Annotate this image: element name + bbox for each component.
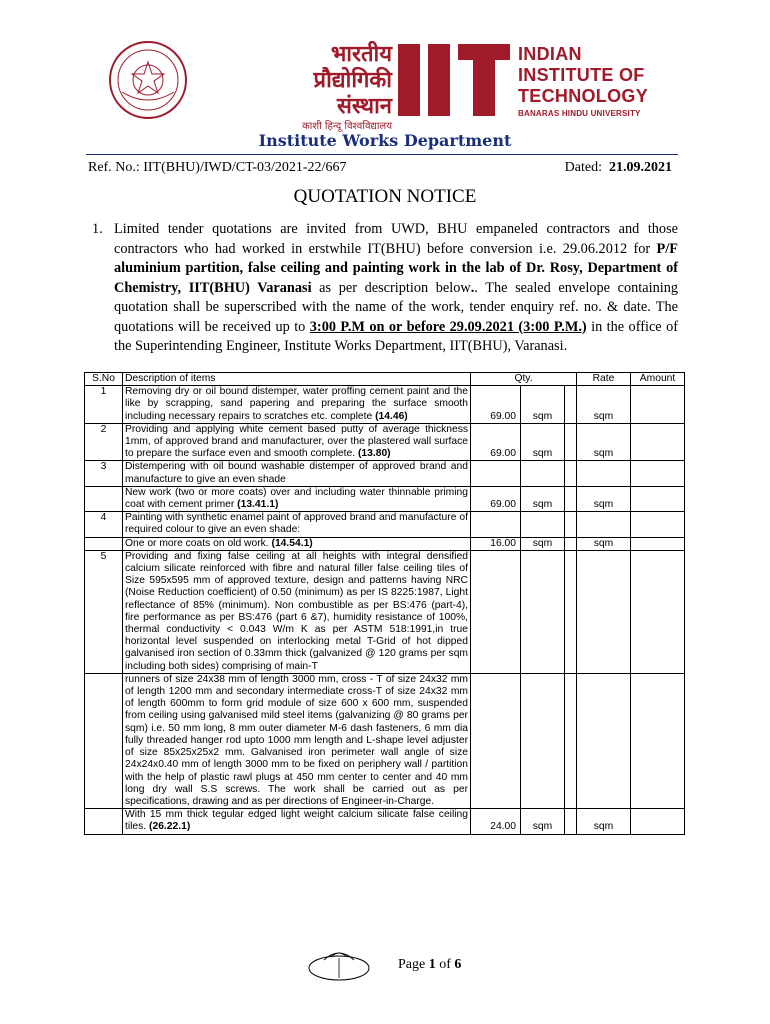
hindi-line-4: काशी हिन्दू विश्वविद्यालय [302,121,392,132]
row-sno: 5 [85,550,123,673]
table-row [85,386,685,424]
row-rate: sqm [577,809,631,834]
dated-value: 21.09.2021 [609,160,672,175]
row-description [123,537,471,550]
table-row [85,550,685,673]
row-spacer [565,550,577,673]
table-row [85,512,685,537]
row-desc-text: With 15 mm thick tegular edged light weight calcium silicate false ceiling tiles. [125,809,468,833]
date-line [565,160,672,176]
row-amount [631,423,685,461]
row-spacer [565,486,577,511]
page-current: 1 [428,957,436,972]
row-desc-text: Distempering with oil bound washable distemper of approved brand and manufacture to give an even shade [125,461,468,485]
row-qty: 69.00 [471,386,521,424]
para-text-4: in the office of the Superintending Engineer, Institute Works Department, IIT(BHU), Varanasi. [114,318,678,354]
row-qty [471,673,521,808]
col-qty: Qty. [471,373,577,386]
hindi-line-1: भारतीय [330,42,392,67]
row-spacer [565,537,577,550]
eng-line-3: TECHNOLOGY [518,86,649,106]
items-table [84,372,685,835]
row-rate: sqm [577,423,631,461]
row-amount [631,512,685,537]
row-desc-text: runners of size 24x38 mm of length 3000 mm, cross - T of size 24x32 mm of length 1200 mm and secondary intermediate cross-T of size 24x32 mm of length 600mm to form grid module of size 600 x 600 mm, suspended from ceiling using galvanised mild steel items (galvanizing @ 80 grams per sqm) i.e. 50 mm long, 8 mm outer diameter M-6 dash fasteners, 6 mm dia fully threaded hanger rod upto 1000 mm length and L-shape level adjuster of size 85x25x25x2 mm. Galvanised iron perimeter wall angle of size 24x24x0.40 mm of length 3000 mm to be fixed on periphery wall / partition with the help of plastic rawl plugs at 450 mm center to center and 40 mm long dry wall S.S screws. The work shall be carried out as per specifications, drawing and as per directions of Engineer-in-Charge. [125,673,468,807]
col-rate: Rate [577,373,631,386]
row-unit [521,512,565,537]
row-sno: 3 [85,461,123,486]
row-desc-text: Painting with synthetic enamel paint of approved brand and manufacture of required colour to give an even shade: [125,512,468,536]
row-sno [85,809,123,834]
row-description [123,461,471,486]
page-mid: of [435,957,455,972]
row-code: (14.46) [375,410,408,422]
notice-paragraph: 1. Limited tender quotations are invited from UWD, BHU empaneled contractors and those contractors who had worked in erstwhile IT(BHU) before conversion i.e. 29.06.2012 for P/F aluminium partition, false ceiling and painting work in the lab of Dr. Rosy, Department of Chemistry, IIT(BHU) Varanasi as per description below.. The sealed envelope containing quotation shall be superscribed with the name of the work, tender enquiry ref. no. & date. The quotations will be received up to 3:00 P.M on or before 29.09.2021 (3:00 P.M.) in the office of the Superintending Engineer, Institute Works Department, IIT(BHU), Varanasi. [92,221,678,354]
row-desc-text: New work (two or more coats) over and including water thinnable priming coat with cement primer [125,486,468,511]
eng-line-2: INSTITUTE OF [518,65,645,85]
para-text-3: . The sealed envelope containing quotation shall be superscribed with the name of the work, tender enquiry ref. no. & date. The quotations will be received up to [114,279,678,335]
row-amount [631,809,685,834]
page-total: 6 [454,957,462,972]
row-rate: sqm [577,386,631,424]
para-bold-deadline: 3:00 P.M on or before 29.09.2021 (3:00 P.M.) [309,318,587,335]
row-spacer [565,386,577,424]
row-amount [631,486,685,511]
row-amount [631,537,685,550]
header-divider [86,154,678,155]
department-title: Institute Works Department [258,131,512,150]
paragraph-number: 1. [92,221,103,237]
row-unit [521,673,565,808]
page-number [398,957,461,973]
table-row [85,486,685,511]
row-qty [471,550,521,673]
row-unit [521,461,565,486]
row-amount [631,673,685,808]
hindi-name [282,42,392,134]
col-sno: S.No [85,373,123,386]
row-amount [631,386,685,424]
row-spacer [565,423,577,461]
row-qty [471,461,521,486]
row-rate [577,550,631,673]
row-code: (26.22.1) [149,821,191,833]
para-bold-work: P/F aluminium partition, false ceiling and painting work in the lab of Dr. Rosy, Department of Chemistry, IIT(BHU) Varanasi [114,240,678,296]
row-description [123,423,471,461]
row-unit: sqm [521,809,565,834]
row-description [123,512,471,537]
row-qty [471,512,521,537]
g20-style-emblem-icon [304,946,374,984]
institute-seal-icon [108,40,188,120]
eng-line-1: INDIAN [518,44,582,64]
row-desc-text: Providing and fixing false ceiling at all heights with integral densified calcium silicate reinforced with fibre and natural filler false ceiling tiles of Size 595x595 mm of approved texture, design and patterns having NRC (Noise Reduction coefficient) of 0.50 (minimum) as per IS 8225:1987, Light reflectance of 85% (minimum). Non combustible as per BS:476 (part-4), fire performance as per BS:476 (part 6 &7), humidity resistance of 100%, thermal conductivity < 0.043 W/m K as per ASTM 518:1991,in true horizontal level suspended on interlocking metal T-Grid of hot dipped galvanised iron section of 0.33mm thick (galvanized @ 120 grams per sqm including both sides) comprising of main-T [125,550,468,672]
para-text-2: as per description below [311,279,471,296]
row-rate: sqm [577,486,631,511]
row-rate [577,673,631,808]
row-sno: 2 [85,423,123,461]
row-description [123,486,471,511]
row-sno [85,486,123,511]
row-spacer [565,809,577,834]
row-unit: sqm [521,537,565,550]
hindi-line-2: प्रौद्योगिकी [313,68,392,93]
table-row [85,537,685,550]
hindi-line-3: संस्थान [337,94,392,119]
row-sno [85,537,123,550]
row-description [123,386,471,424]
row-desc-text: Removing dry or oil bound distemper, water proffing cement paint and the like by scrapping, sand papering and preparing the surface smooth including necessary repairs to scratches etc. complete [125,386,468,422]
iit-logo [398,44,510,116]
row-qty: 69.00 [471,423,521,461]
row-unit: sqm [521,423,565,461]
row-rate: sqm [577,537,631,550]
row-desc-text: One or more coats on old work. [125,537,272,549]
row-code: (13.80) [357,448,391,460]
row-sno [85,673,123,808]
table-row [85,809,685,834]
row-sno: 1 [85,386,123,424]
row-qty: 24.00 [471,809,521,834]
row-description [123,550,471,673]
row-description [123,809,471,834]
letterhead [0,0,770,130]
row-amount [631,550,685,673]
row-spacer [565,512,577,537]
row-unit: sqm [521,486,565,511]
row-code: (13.41.1) [237,499,279,511]
row-desc-text: Providing and applying white cement based putty of average thickness 1mm, of approved brand and manufacturer, over the plastered wall surface to prepare the surface even and smooth complete. [125,423,468,460]
table-header-row [85,373,685,386]
page-title: QUOTATION NOTICE [293,186,477,207]
row-spacer [565,673,577,808]
row-unit: sqm [521,386,565,424]
english-name [518,44,688,118]
table-row [85,461,685,486]
row-qty: 69.00 [471,486,521,511]
reference-number: Ref. No.: IIT(BHU)/IWD/CT-03/2021-22/667 [88,160,347,175]
row-unit [521,550,565,673]
page-prefix: Page [398,957,429,972]
col-description: Description of items [123,373,471,386]
table-row [85,673,685,808]
eng-line-4: BANARAS HINDU UNIVERSITY [518,109,641,118]
row-code: (14.54.1) [271,537,313,549]
row-rate [577,461,631,486]
col-amount: Amount [631,373,685,386]
row-qty: 16.00 [471,537,521,550]
table-row [85,423,685,461]
row-rate [577,512,631,537]
row-description [123,673,471,808]
dated-label: Dated: [564,160,602,175]
row-spacer [565,461,577,486]
row-amount [631,461,685,486]
para-text-1: Limited tender quotations are invited from UWD, BHU empaneled contractors and those contractors who had worked in erstwhile IT(BHU) before conversion i.e. 29.06.2012 for [114,221,678,257]
row-sno: 4 [85,512,123,537]
